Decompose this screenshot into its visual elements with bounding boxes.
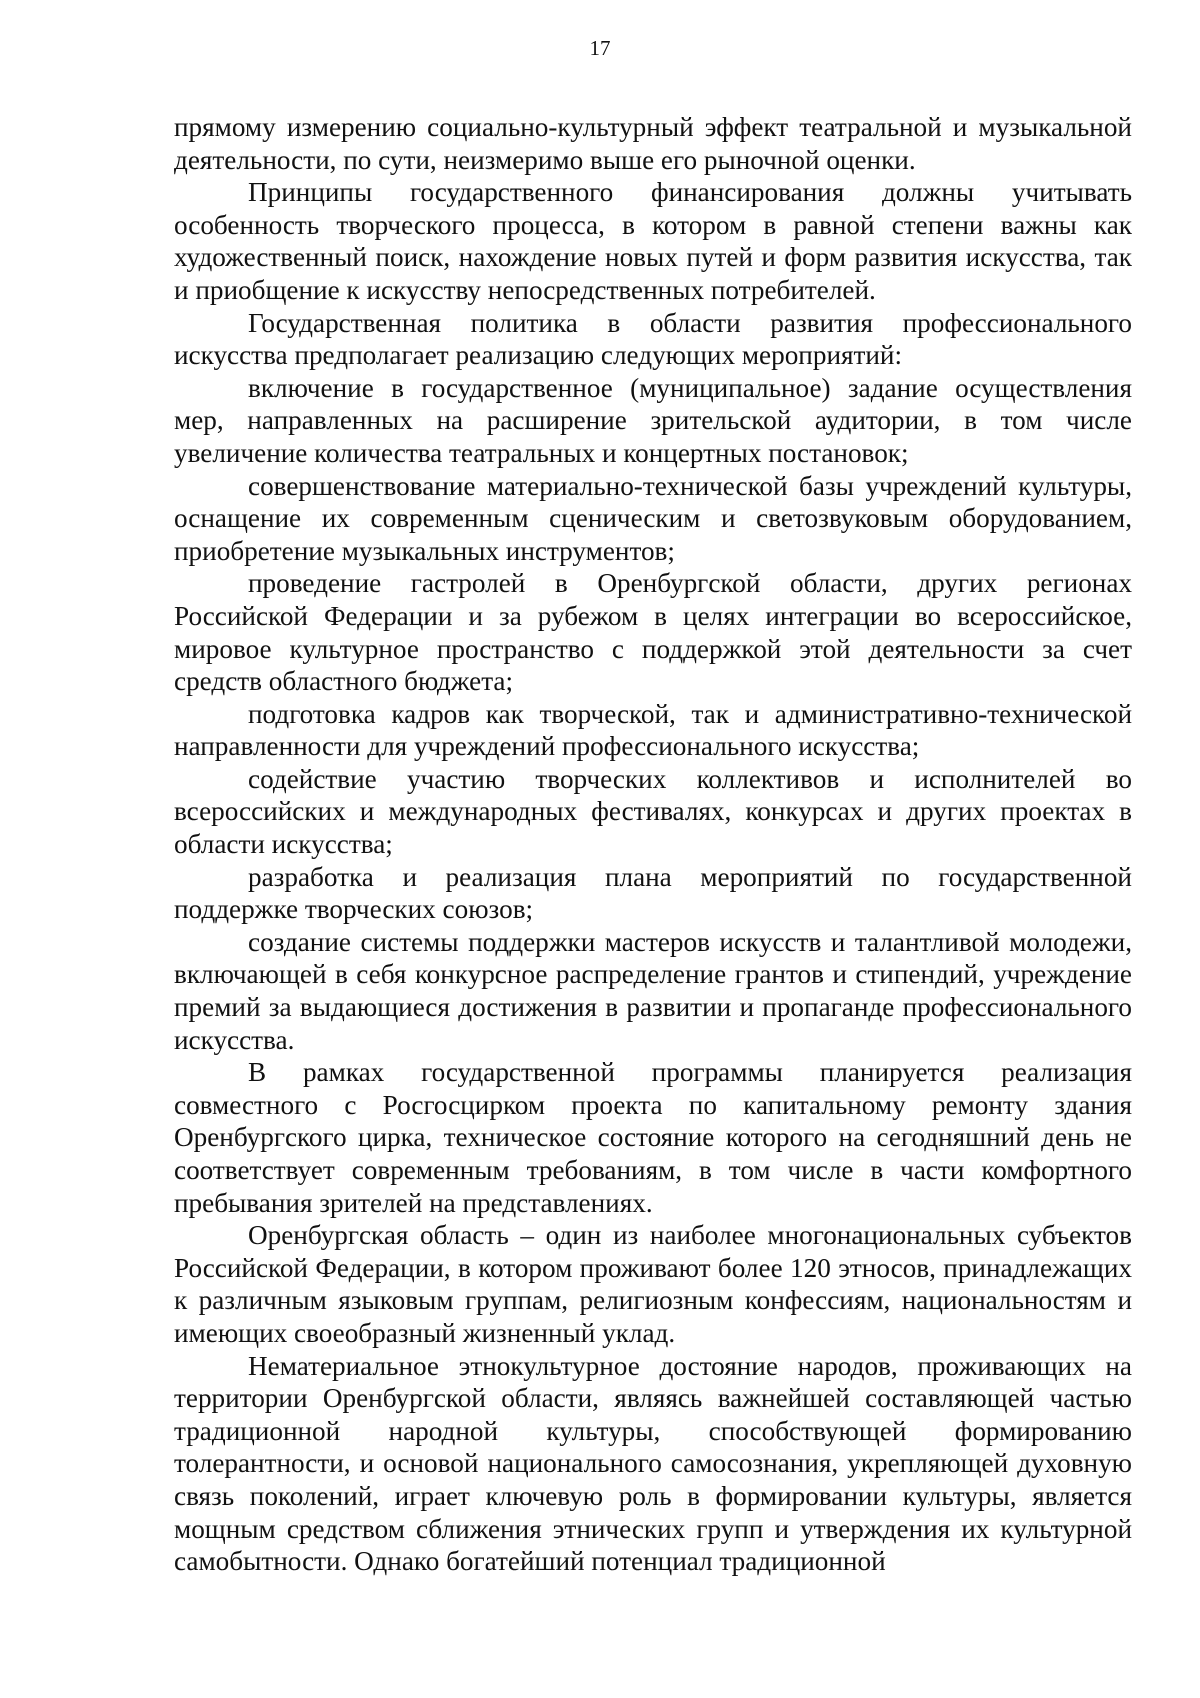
paragraph-financing-principles: Принципы государственного финансирования должны учитывать особенность творческого процесса, в котором в равной степени важны как художественный поиск, нахождение новых путей и форм развития искусства, так и приобщение к искусству непосредственных потребителей. — [174, 177, 1132, 305]
paragraph-circus-project: В рамках государственной программы планируется реализация совместного с Росгосцирком проекта по капитальному ремонту здания Оренбургского цирка, техническое состояние которого на сегодняшний день не соответствует современным требованиям, в том числе в части комфортного пребывания зрителей на представлениях. — [174, 1057, 1132, 1218]
body-text — [174, 111, 1132, 1578]
paragraph-multinational-region: Оренбургская область – один из наиболее многонациональных субъектов Российской Федерации, в котором проживают более 120 этносов, принадлежащих к различным языковым группам, религиозным конфессиям, национальностям и имеющих своеобразный жизненный уклад. — [174, 1220, 1132, 1348]
paragraph-intangible-heritage: Нематериальное этнокультурное достояние народов, проживающих на территории Оренбургской области, являясь важнейшей составляющей частью традиционной народной культуры, способствующей формированию толерантности, и основой национального самосознания, укрепляющей духовную связь поколений, играет ключевую роль в формировании культуры, является мощным средством сближения этнических групп и утверждения их культурной самобытности. Однако богатейший потенциал традиционной — [174, 1350, 1132, 1577]
list-item-technical-base: совершенствование материально-технической базы учреждений культуры, оснащение их современным сценическим и светозвуковым оборудованием, приобретение музыкальных инструментов; — [174, 470, 1132, 566]
paragraph-continued: прямому измерению социально-культурный эффект театральной и музыкальной деятельности, по сути, неизмеримо выше его рыночной оценки. — [174, 112, 1132, 175]
page-number: 17 — [589, 36, 611, 60]
list-item-tours: проведение гастролей в Оренбургской области, других регионах Российской Федерации и за рубежом в целях интеграции во всероссийское, мировое культурное пространство с поддержкой этой деятельности за счет средств областного бюджета; — [174, 568, 1132, 697]
paragraph-state-policy: Государственная политика в области развития профессионального искусства предполагает реализацию следующих мероприятий: — [174, 307, 1132, 371]
list-item-festivals: содействие участию творческих коллективов и исполнителей во всероссийских и международных фестивалях, конкурсах и других проектах в области искусства; — [174, 763, 1132, 860]
list-item-municipal-task: включение в государственное (муниципальное) задание осуществления мер, направленных на расширение зрительской аудитории, в том числе увеличение количества театральных и концертных постановок; — [174, 372, 1132, 468]
list-item-creative-unions: разработка и реализация плана мероприятий по государственной поддержке творческих союзов; — [174, 861, 1132, 925]
list-item-support-system: создание системы поддержки мастеров искусств и талантливой молодежи, включающей в себя конкурсное распределение грантов и стипендий, учреждение премий за выдающиеся достижения в развитии и пропаганде профессионального искусства. — [174, 926, 1132, 1055]
list-item-staff-training: подготовка кадров как творческой, так и административно-технической направленности для учреждений профессионального искусства; — [174, 698, 1132, 762]
